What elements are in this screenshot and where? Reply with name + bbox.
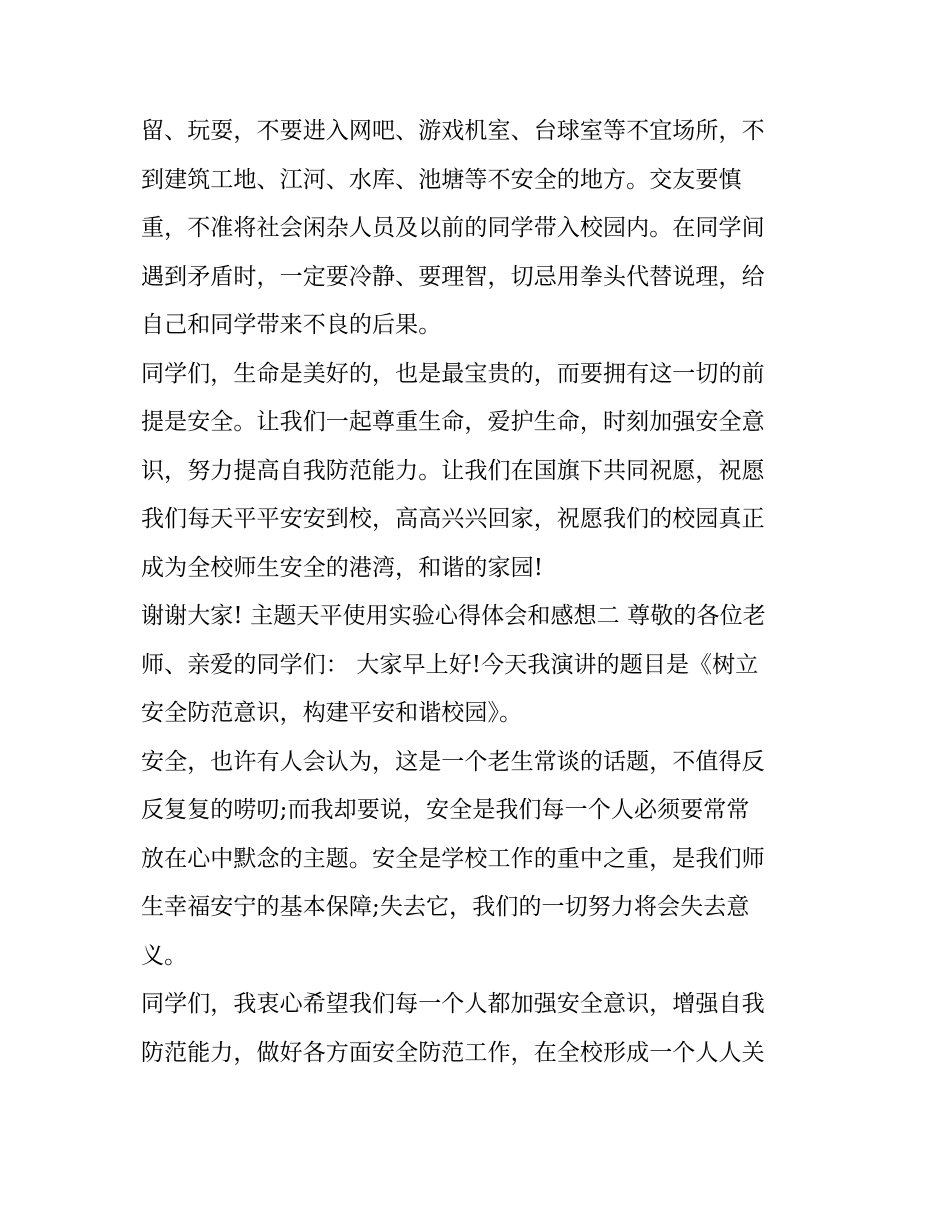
- text-line: 成为全校师生安全的港湾，和谐的家园!: [141, 554, 544, 581]
- text-line: 重，不准将社会闲杂人员及以前的同学带入校园内。在同学间: [141, 215, 765, 241]
- text-line: 自己和同学带来不良的后果。: [141, 312, 442, 338]
- text-line: 同学们，我衷心希望我们每一个人都加强安全意识，增强自我: [141, 991, 765, 1017]
- text-line: 义。: [141, 942, 188, 969]
- text-line: 安全防范意识，构建平安和谐校园》。: [141, 700, 523, 726]
- text-line: 遇到矛盾时，一定要冷静、要理智，切忌用拳头代替说理，给: [141, 263, 765, 290]
- text-line: 反复复的唠叨;而我却要说，安全是我们每一个人必须要常常: [141, 797, 750, 823]
- body-text: [141, 107, 821, 1077]
- text-line: 我们每天平平安安到校，高高兴兴回家，祝愿我们的校园真正: [141, 506, 765, 532]
- text-line: 同学们，生命是美好的，也是最宝贵的，而要拥有这一切的前: [141, 360, 765, 387]
- text-line: 安全，也许有人会认为，这是一个老生常谈的话题，不值得反: [141, 748, 765, 775]
- text-line: 师、亲爱的同学们： 大家早上好!今天我演讲的题目是《树立: [141, 651, 759, 678]
- text-line: 识，努力提高自我防范能力。让我们在国旗下共同祝愿，祝愿: [141, 457, 765, 484]
- text-line: 提是安全。让我们一起尊重生命，爱护生命，时刻加强安全意: [141, 409, 765, 435]
- text-line: 留、玩耍，不要进入网吧、游戏机室、台球室等不宜场所，不: [141, 118, 765, 144]
- text-line: 到建筑工地、江河、水库、池塘等不安全的地方。交友要慎: [141, 166, 742, 193]
- text-line: 谢谢大家! 主题天平使用实验心得体会和感想二 尊敬的各位老: [141, 603, 766, 629]
- text-line: 生幸福安宁的基本保障;失去它，我们的一切努力将会失去意: [141, 894, 750, 920]
- text-line: 放在心中默念的主题。安全是学校工作的重中之重，是我们师: [141, 845, 765, 872]
- text-line: 防范能力，做好各方面安全防范工作，在全校形成一个人人关: [141, 1039, 765, 1066]
